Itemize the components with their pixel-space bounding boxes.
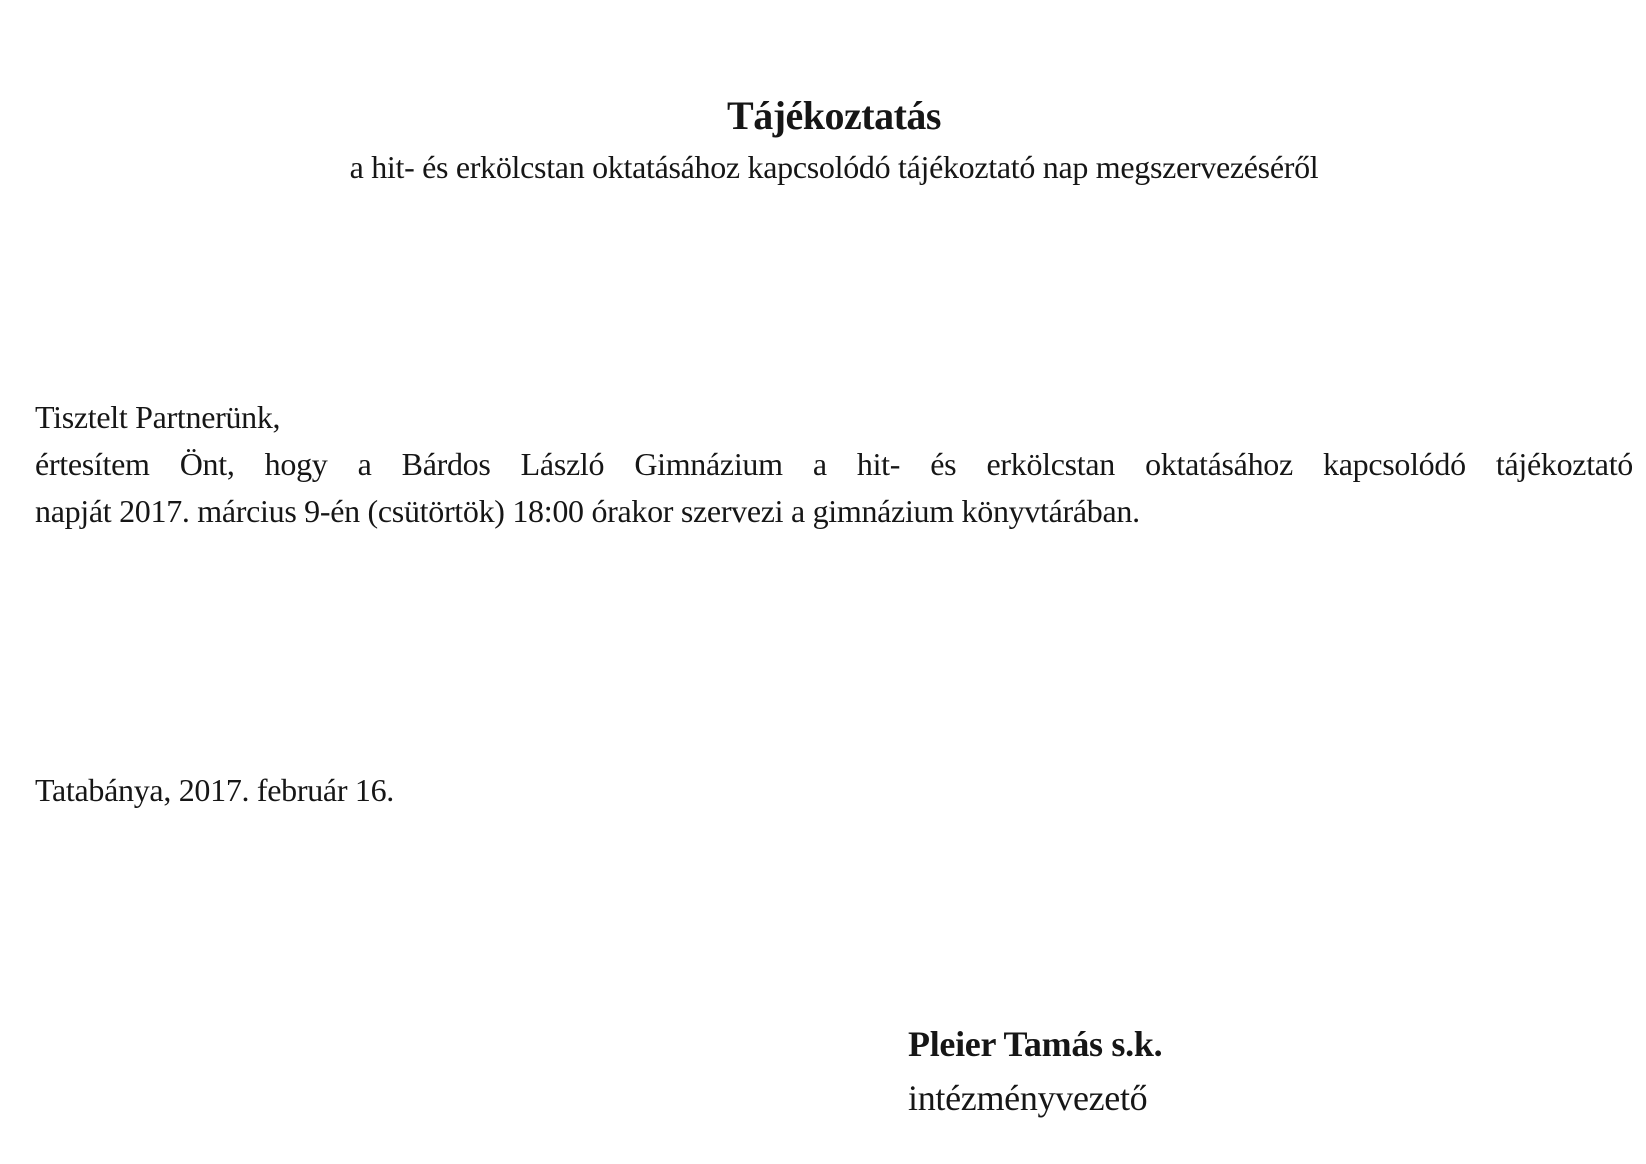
body-line-last: napját 2017. március 9-én (csütörtök) 18:00 órakor szervezi a gimnázium könyvtárában.	[35, 493, 1140, 529]
signature-block	[908, 1017, 1633, 1125]
body-paragraph	[35, 394, 1633, 535]
signature-role: intézményvezető	[908, 1078, 1148, 1118]
salutation-line: Tisztelt Partnerünk,	[35, 399, 281, 435]
body-line-justified: értesítem Önt, hogy a Bárdos László Gimnázium a hit- és erkölcstan oktatásához kapcsolódó tájékoztató	[35, 446, 1633, 482]
signature-name: Pleier Tamás s.k.	[908, 1024, 1163, 1064]
date-line: Tatabánya, 2017. február 16.	[35, 772, 394, 808]
document-title: Tájékoztatás	[727, 93, 941, 138]
document-subtitle: a hit- és erkölcstan oktatásához kapcsolódó tájékoztató nap megszervezéséről	[349, 149, 1319, 185]
